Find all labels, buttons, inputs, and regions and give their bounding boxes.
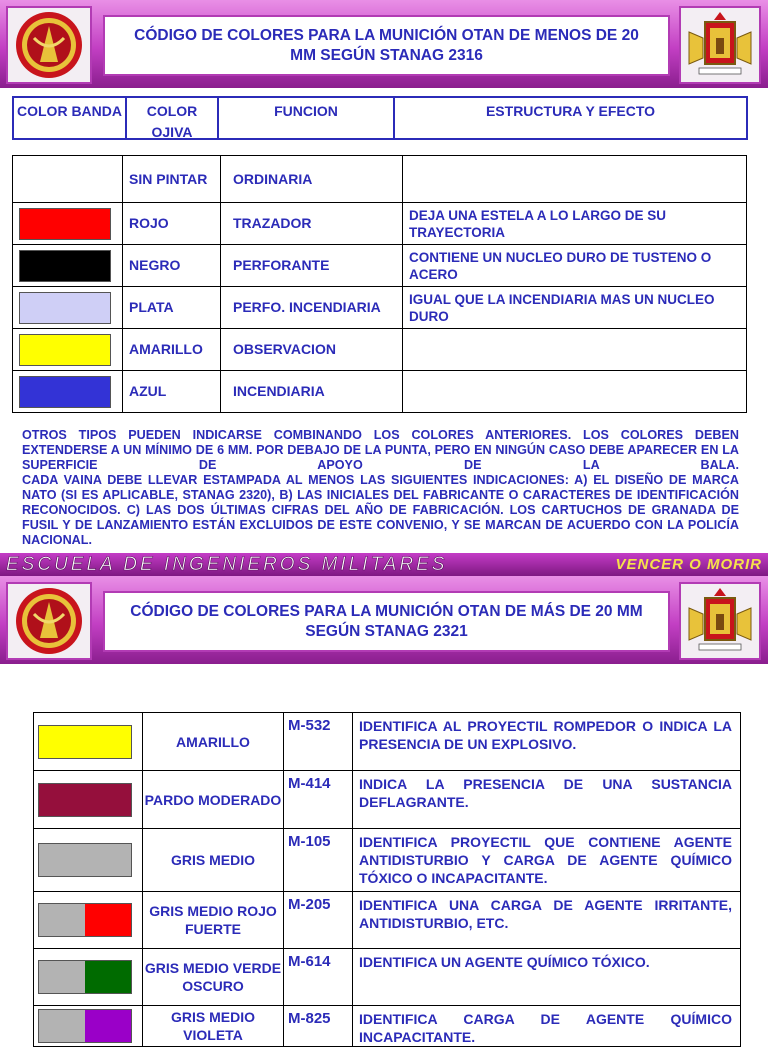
structure-effect-cell [403, 371, 747, 413]
description-cell: IDENTIFICA UNA CARGA DE AGENTE IRRITANTE, ANTIDISTURBIO, ETC. [353, 892, 741, 949]
table-row [13, 329, 747, 371]
color-name: GRIS MEDIO ROJO FUERTE [143, 892, 284, 949]
ojiva-color: ROJO [123, 203, 221, 245]
description-cell: IDENTIFICA PROYECTIL QUE CONTIENE AGENTE ANTIDISTURBIO Y CARGA DE AGENTE QUÍMICO TÓXICO O INCAPACITANTE. [353, 829, 741, 892]
structure-effect-cell [403, 156, 747, 203]
column-header: ESTRUCTURA Y EFECTO [393, 96, 748, 140]
function-cell: OBSERVACION [221, 329, 403, 371]
color-code: M-105 [284, 829, 353, 892]
band-color-cell [13, 245, 123, 287]
band-color-cell [34, 829, 143, 892]
color-code: M-205 [284, 892, 353, 949]
table-row [34, 829, 741, 892]
band-color-cell [34, 1006, 143, 1047]
color-code: M-414 [284, 771, 353, 829]
color-swatch [19, 334, 111, 366]
band-color-cell [13, 371, 123, 413]
note-text: OTROS TIPOS PUEDEN INDICARSE COMBINANDO LOS COLORES ANTERIORES. LOS COLORES DEBEN EXTENDERSE A UN MÍNIMO DE 6 MM. POR DEBAJO DE LA PUNTA, PERO EN NINGÚN CASO DEBE APARECER EN LA SUPERFICIE DE APOYO DE LA BALA. [22, 428, 739, 472]
table-row [34, 771, 741, 829]
table-row [13, 371, 747, 413]
color-swatch [38, 903, 132, 937]
ojiva-color: AMARILLO [123, 329, 221, 371]
function-cell: TRAZADOR [221, 203, 403, 245]
castle-coat-of-arms-icon [679, 6, 761, 84]
band-color-cell [13, 329, 123, 371]
color-code: M-614 [284, 949, 353, 1006]
school-motto: VENCER O MORIR [615, 556, 762, 573]
color-swatch [38, 1009, 132, 1043]
ojiva-color: SIN PINTAR [123, 156, 221, 203]
function-cell: INCENDIARIA [221, 371, 403, 413]
column-header: FUNCION [217, 96, 393, 140]
color-swatch [19, 208, 111, 240]
color-swatch [19, 250, 111, 282]
color-swatch [19, 292, 111, 324]
school-banner [0, 553, 768, 576]
ojiva-color: AZUL [123, 371, 221, 413]
color-swatch [19, 376, 111, 408]
header-band-2 [0, 576, 768, 664]
table-row [13, 245, 747, 287]
page-title-2: CÓDIGO DE COLORES PARA LA MUNICIÓN OTAN DE MÁS DE 20 MM SEGÚN STANAG 2321 [103, 591, 670, 652]
color-name: GRIS MEDIO VERDE OSCURO [143, 949, 284, 1006]
notes-paragraph [22, 428, 739, 548]
color-name: GRIS MEDIO VIOLETA [143, 1006, 284, 1047]
description-cell: IDENTIFICA AL PROYECTIL ROMPEDOR O INDICA LA PRESENCIA DE UN EXPLOSIVO. [353, 713, 741, 771]
school-name: ESCUELA DE INGENIEROS MILITARES [6, 554, 448, 575]
structure-effect-cell: DEJA UNA ESTELA A LO LARGO DE SU TRAYECTORIA [403, 203, 747, 245]
table-row [13, 156, 747, 203]
band-color-cell [13, 203, 123, 245]
color-swatch [38, 960, 132, 994]
table-row [34, 1006, 741, 1047]
castle-coat-of-arms-icon [679, 582, 761, 660]
band-color-cell [13, 287, 123, 329]
description-cell: IDENTIFICA UN AGENTE QUÍMICO TÓXICO. [353, 949, 741, 1006]
color-code: M-532 [284, 713, 353, 771]
table-row [34, 892, 741, 949]
page-title-1: CÓDIGO DE COLORES PARA LA MUNICIÓN OTAN DE MENOS DE 20 MM SEGÚN STANAG 2316 [103, 15, 670, 76]
ojiva-color: NEGRO [123, 245, 221, 287]
ammo-under-20mm-table [12, 155, 747, 413]
color-swatch [38, 725, 132, 759]
description-cell: IDENTIFICA CARGA DE AGENTE QUÍMICO INCAPACITANTE. [353, 1006, 741, 1047]
table-row [34, 949, 741, 1006]
color-swatch [38, 843, 132, 877]
band-color-cell [34, 949, 143, 1006]
color-name: AMARILLO [143, 713, 284, 771]
band-color-cell [34, 713, 143, 771]
header-band-1 [0, 0, 768, 88]
structure-effect-cell: CONTIENE UN NUCLEO DURO DE TUSTENO O ACERO [403, 245, 747, 287]
ojiva-color: PLATA [123, 287, 221, 329]
table-row [13, 203, 747, 245]
color-name: GRIS MEDIO [143, 829, 284, 892]
band-color-cell [34, 771, 143, 829]
table-row [34, 713, 741, 771]
column-header: COLOR BANDA [12, 96, 125, 140]
function-cell: PERFORANTE [221, 245, 403, 287]
engineer-school-emblem-icon [6, 582, 92, 660]
table-row [13, 287, 747, 329]
engineer-school-emblem-icon [6, 6, 92, 84]
description-cell: INDICA LA PRESENCIA DE UNA SUSTANCIA DEFLAGRANTE. [353, 771, 741, 829]
color-name: PARDO MODERADO [143, 771, 284, 829]
function-cell: ORDINARIA [221, 156, 403, 203]
note-text: CADA VAINA DEBE LLEVAR ESTAMPADA AL MENOS LAS SIGUIENTES INDICACIONES: A) EL DISEÑO DE MARCA NATO (SI ES APLICABLE, STANAG 2320), B) LAS INICIALES DEL FABRICANTE O CARACTERES DE IDENTIFICACIÓN RECONOCIDOS. C) LAS DOS ÚLTIMAS CIFRAS DEL AÑO DE FABRICACIÓN. LOS CARTUCHOS DE GRANADA DE FUSIL Y DE LANZAMIENTO ESTÁN EXCLUIDOS DE ESTE CONVENIO, Y SE MARCAN DE ACUERDO CON LA POLICÍA NACIONAL. [22, 473, 739, 547]
ammo-over-20mm-table [33, 712, 741, 1047]
function-cell: PERFO. INCENDIARIA [221, 287, 403, 329]
color-swatch [38, 783, 132, 817]
color-code: M-825 [284, 1006, 353, 1047]
column-header: COLOR OJIVA [125, 96, 217, 140]
structure-effect-cell [403, 329, 747, 371]
band-color-cell [13, 156, 123, 203]
structure-effect-cell: IGUAL QUE LA INCENDIARIA MAS UN NUCLEO DURO [403, 287, 747, 329]
band-color-cell [34, 892, 143, 949]
